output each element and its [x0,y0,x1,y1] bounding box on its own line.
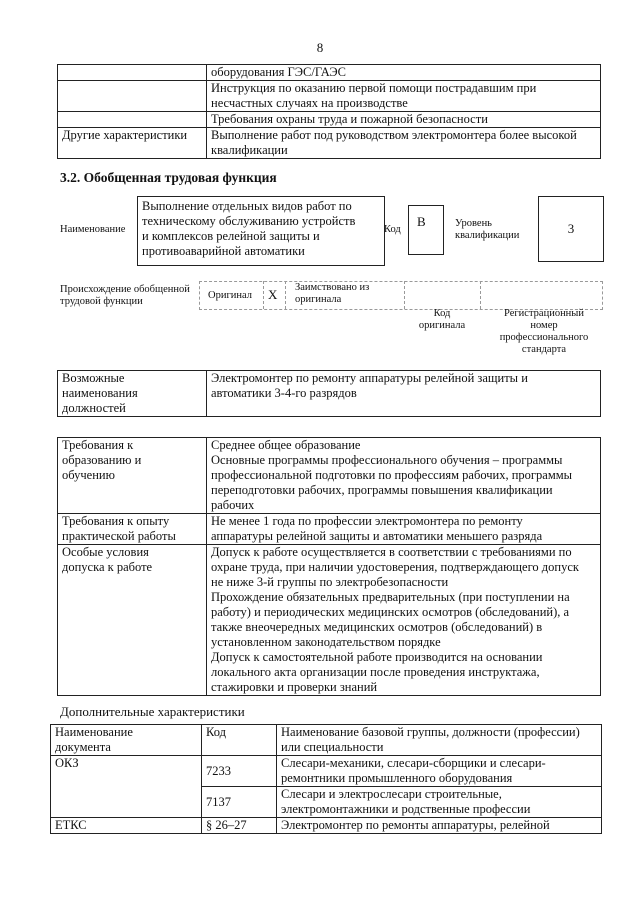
row-value: оборудования ГЭС/ГАЭС [207,65,601,81]
registration-caption: Регистрационный номер профессионального стандарта [499,308,589,355]
row-label: Требования к образованию и обучению [58,438,207,514]
origin-box [199,281,603,310]
table-row [58,545,601,696]
table-row [58,128,601,159]
divider [263,281,264,309]
page-number: 8 [316,40,324,55]
original-mark: X [268,287,278,302]
table-row [51,818,602,834]
requirements-table [57,437,601,696]
row-value: Электромонтер по ремонту аппаратуры релейной защиты и автоматики 3-4-го разрядов [207,371,601,417]
qualification-level: 3 [538,196,604,262]
divider [285,281,286,309]
level-label: Уровень квалификации [455,218,520,241]
function-name: Выполнение отдельных видов работ по техническому обслуживанию устройств и комплексов релейной защиты и противоаварийной автоматики [137,196,385,266]
doc-cell: ЕТКС [51,818,202,834]
header-cell: Код [202,725,277,756]
additional-table [50,724,602,834]
code-cell: 7137 [202,787,277,818]
section-title: 3.2. Обобщенная трудовая функция [60,170,277,185]
table-row [58,65,601,81]
row-label: Требования к опыту практической работы [58,514,207,545]
doc-cell: ОКЗ [51,756,202,818]
table-row [58,81,601,112]
row-label [58,81,207,112]
top-table [57,64,601,159]
divider [480,281,481,309]
code-cell: 7233 [202,756,277,787]
code-cell: § 26–27 [202,818,277,834]
row-label [58,112,207,128]
row-value: Выполнение работ под руководством электромонтера более высокой квалификации [207,128,601,159]
row-value: Инструкция по оказанию первой помощи пострадавшим при несчастных случаях на производстве [207,81,601,112]
name-label: Наименование [60,224,126,235]
table-header-row [51,725,602,756]
function-code: B [408,205,444,255]
header-cell: Наименование документа [51,725,202,756]
original-label: Оригинал [208,290,252,301]
code-caption: Код оригинала [418,308,466,331]
divider [404,281,405,309]
table-row [58,371,601,417]
table-row [58,438,601,514]
header-cell: Наименование базовой группы, должности (профессии) или специальности [277,725,602,756]
name-cell: Слесари и электрослесари строительные, электромонтажники и родственные профессии [277,787,602,818]
row-value: Среднее общее образование Основные программы профессионального обучения – программы профессиональной подготовки по профессиям рабочих, программы переподготовки рабочих, программы повышения квалификации рабочих [207,438,601,514]
row-label: Другие характеристики [58,128,207,159]
name-cell: Слесари-механики, слесари-сборщики и слесари- ремонтники промышленного оборудования [277,756,602,787]
name-cell: Электромонтер по ремонты аппаратуры, релейной [277,818,602,834]
row-value: Допуск к работе осуществляется в соответствии с требованиями по охране труда, при наличии удостоверения, подтверждающего допуск не ниже 3-й группы по электробезопасности Прохождение обязательных предварительных (при поступлении на работу) и периодических медицинских осмотров (обследований), а также внеочередных медицинских осмотров (обследований) в установленном законодательством порядке Допуск к самостоятельной работе производится на основании локального акта организации после проведения инструктажа, стажировки и проверки знаний [207,545,601,696]
row-label: Возможные наименования должностей [58,371,207,417]
borrowed-label: Заимствовано из оригинала [295,282,370,305]
row-label [58,65,207,81]
code-label: Код [384,224,401,235]
table-row [51,756,602,787]
additional-title: Дополнительные характеристики [60,704,245,719]
row-value: Требования охраны труда и пожарной безопасности [207,112,601,128]
table-row [58,112,601,128]
row-value: Не менее 1 года по профессии электромонтера по ремонту аппаратуры релейной защиты и автоматики меньшего разряда [207,514,601,545]
positions-table [57,370,601,417]
table-row [58,514,601,545]
origin-label: Происхождение обобщенной трудовой функции [60,284,190,307]
row-label: Особые условия допуска к работе [58,545,207,696]
